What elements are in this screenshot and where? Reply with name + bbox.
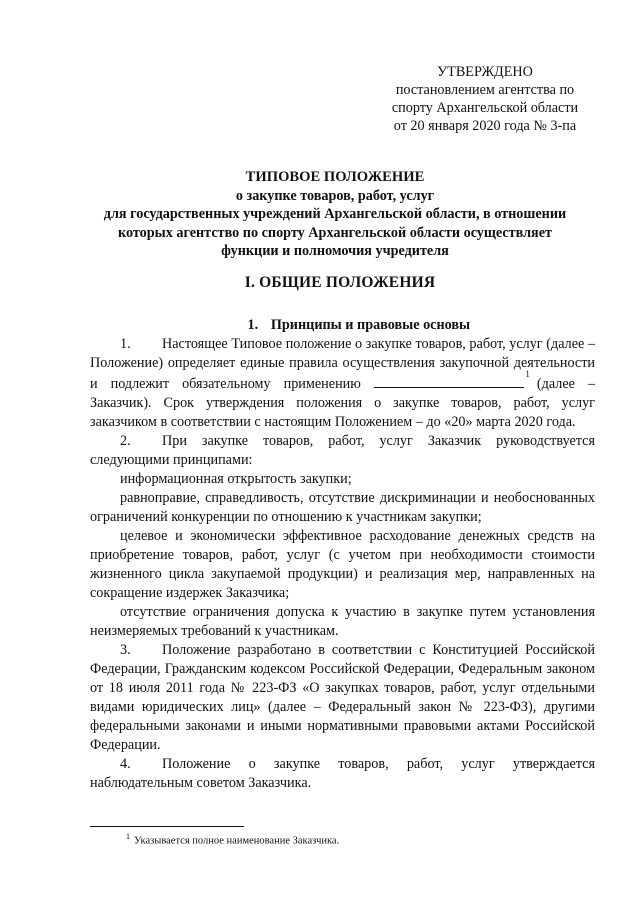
subsection-number: 1.: [247, 317, 259, 333]
footnote-mark: 1: [126, 832, 130, 841]
document-body: [90, 316, 595, 793]
paragraph-text: Положение разработано в соответствии с Конституцией Российской Федерации, Гражданским кодексом Российской Федерации, Федеральным законом от 18 июля 2011 года № 223-ФЗ «О закупках товаров, работ, услуг отдельными видами юридических лиц» (далее – Федеральный закон № 223-ФЗ), другими федеральными законами и иными нормативными правовыми актами Российской Федерации.: [90, 642, 595, 753]
document-title-line: о закупке товаров, работ, услуг: [235, 187, 435, 204]
document-title-main: ТИПОВОЕ ПОЛОЖЕНИЕ: [245, 169, 425, 185]
customer-name-blank: [374, 369, 530, 388]
footnote: [126, 832, 339, 847]
principle-item: целевое и экономически эффективное расходование денежных средств на приобретение товаров, работ, услуг (с учетом при необходимости стоимости жизненного цикла закупаемой продукции) и реализация мер, направленных на сокращение издержек Заказчика;: [90, 528, 595, 601]
paragraph-text: (далее – Заказчик). Срок утверждения положения о закупке товаров, работ, услуг заказчиком в соответствии с настоящим Положением – до «20» марта 2020 года.: [90, 376, 596, 430]
subsection-heading: [90, 316, 595, 335]
paragraph-number: 1.: [120, 336, 131, 352]
paragraph-4: [90, 755, 595, 793]
footnote-reference: 1: [525, 369, 530, 379]
paragraph-1: [90, 335, 595, 432]
paragraph-number: 3.: [120, 642, 131, 658]
paragraph-number: 2.: [120, 433, 131, 449]
document-title: [70, 168, 600, 261]
document-title-line: функции и полномочия учредителя: [221, 243, 449, 259]
approval-heading: УТВЕРЖДЕНО: [437, 64, 533, 80]
paragraph-text: Положение о закупке товаров, работ, услуг утверждается наблюдательным советом Заказчика.: [90, 756, 595, 791]
paragraph-text: При закупке товаров, работ, услуг Заказчик руководствуется следующими принципами:: [90, 433, 595, 468]
document-title-line: для государственных учреждений Архангельской области, в отношении: [103, 206, 567, 222]
footnote-separator: [90, 826, 244, 827]
paragraph-3: [90, 641, 595, 755]
section-heading: I. ОБЩИЕ ПОЛОЖЕНИЯ: [244, 274, 436, 291]
principle-item: информационная открытость закупки;: [120, 471, 352, 487]
approval-line: от 20 января 2020 года № 3-па: [393, 118, 577, 134]
approval-line: спорту Архангельской области: [391, 100, 579, 116]
subsection-title: Принципы и правовые основы: [270, 317, 471, 333]
footnote-text: Указывается полное наименование Заказчика.: [134, 835, 340, 847]
principle-item: равноправие, справедливость, отсутствие дискриминации и необоснованных ограничений конкуренции по отношению к участникам закупки;: [90, 490, 595, 525]
approval-line: постановлением агентства по: [395, 82, 575, 98]
principle-item: отсутствие ограничения допуска к участию в закупке путем установления неизмеряемых требований к участникам.: [90, 604, 595, 639]
paragraph-2: [90, 432, 595, 470]
paragraph-text: Настоящее Типовое положение о закупке товаров, работ, услуг (далее – Положение) определяет единые правила осуществления закупочной деятельности и подлежит обязательному применению: [90, 336, 595, 392]
approval-stamp: [360, 63, 610, 135]
document-title-line: которых агентство по спорту Архангельской области осуществляет: [117, 224, 552, 241]
paragraph-number: 4.: [120, 756, 131, 772]
